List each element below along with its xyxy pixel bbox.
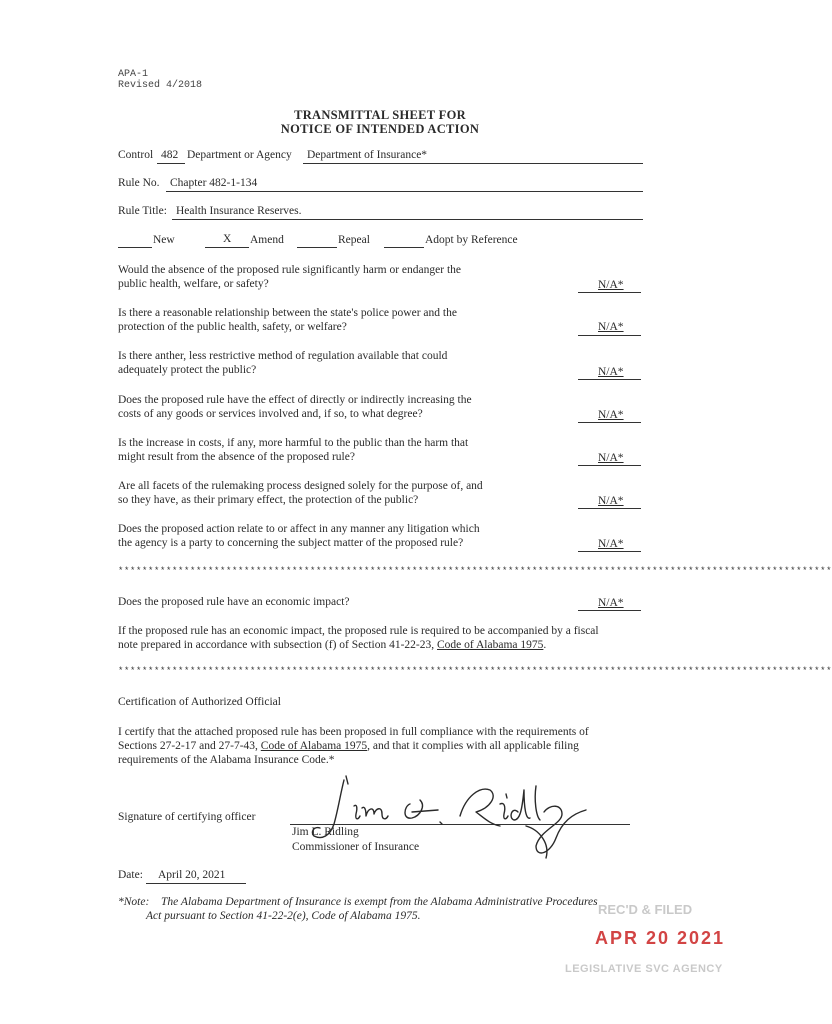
question-answer: N/A*	[598, 321, 624, 333]
question-text: adequately protect the public?	[118, 364, 257, 376]
control-label: Control	[118, 149, 154, 161]
title-line2: NOTICE OF INTENDED ACTION	[280, 122, 480, 136]
answer-line	[578, 335, 641, 336]
repeal-label: Repeal	[338, 234, 370, 246]
signature-label: Signature of certifying officer	[118, 811, 256, 823]
filed-stamp-label: REC'D & FILED	[598, 902, 693, 917]
question-text: public health, welfare, or safety?	[118, 278, 269, 290]
answer-line	[578, 551, 641, 552]
footnote-label: *Note:	[118, 896, 150, 908]
question-text: Is the increase in costs, if any, more harmful to the public than the harm that	[118, 437, 469, 449]
form-id: APA-1	[118, 69, 149, 80]
question-text: costs of any goods or services involved and, if so, to what degree?	[118, 408, 423, 420]
certification-line2	[118, 740, 579, 752]
title-line1: TRANSMITTAL SHEET FOR	[294, 108, 466, 122]
control-underline	[157, 163, 185, 164]
economic-answer: N/A*	[598, 597, 624, 609]
question-answer: N/A*	[598, 452, 624, 464]
fiscal-note-period: .	[543, 639, 547, 651]
amend-mark: X	[223, 233, 232, 245]
repeal-blank	[297, 247, 337, 248]
question-text: might result from the absence of the proposed rule?	[118, 451, 355, 463]
form-revised: Revised 4/2018	[118, 80, 203, 91]
question-text: Is there a reasonable relationship between the state's police power and the	[118, 307, 457, 319]
question-text: Is there anther, less restrictive method of regulation available that could	[118, 350, 448, 362]
economic-question: Does the proposed rule have an economic impact?	[118, 596, 350, 608]
certification-line1: I certify that the attached proposed rule has been proposed in full compliance with the requirements of	[118, 726, 589, 738]
new-blank	[118, 247, 152, 248]
date-label: Date:	[118, 869, 143, 881]
question-text: Would the absence of the proposed rule significantly harm or endanger the	[118, 264, 462, 276]
question-answer: N/A*	[598, 366, 624, 378]
department-label: Department or Agency	[187, 149, 292, 161]
question-answer: N/A*	[598, 538, 624, 550]
rule-no-underline	[166, 191, 643, 192]
adopt-label: Adopt by Reference	[425, 234, 518, 246]
answer-line	[578, 422, 641, 423]
star-divider: ***********************************************************************************************************************	[118, 666, 832, 676]
question-text: protection of the public health, safety, or welfare?	[118, 321, 347, 333]
certification-line3: requirements of the Alabama Insurance Code.*	[118, 754, 335, 766]
rule-title-underline	[172, 219, 643, 220]
filed-stamp-date: APR 20 2021	[595, 928, 726, 948]
footnote-line1: The Alabama Department of Insurance is exempt from the Alabama Administrative Procedures	[161, 896, 598, 908]
rule-title-value: Health Insurance Reserves.	[176, 205, 302, 217]
code-citation: Code of Alabama 1975	[260, 740, 368, 752]
question-answer: N/A*	[598, 495, 624, 507]
question-text: the agency is a party to concerning the subject matter of the proposed rule?	[118, 537, 464, 549]
amend-label: Amend	[250, 234, 284, 246]
question-text: so they have, as their primary effect, the protection of the public?	[118, 494, 419, 506]
answer-line	[578, 379, 641, 380]
answer-line	[578, 465, 641, 466]
certification-sections: Sections 27-2-17 and 27-7-43,	[118, 740, 258, 752]
filed-stamp-agency: LEGISLATIVE SVC AGENCY	[565, 963, 723, 975]
answer-line	[578, 292, 641, 293]
date-underline	[146, 883, 246, 884]
question-answer: N/A*	[598, 279, 624, 291]
certification-heading: Certification of Authorized Official	[118, 696, 281, 708]
question-text: Does the proposed action relate to or affect in any manner any litigation which	[118, 523, 480, 535]
control-value: 482	[161, 149, 179, 161]
signer-name: Jim L. Ridling	[292, 826, 359, 838]
footnote-line2: Act pursuant to Section 41-22-2(e), Code of Alabama 1975.	[146, 910, 421, 922]
rule-no-label: Rule No.	[118, 177, 160, 189]
amend-blank	[205, 247, 249, 248]
department-value: Department of Insurance*	[307, 149, 428, 161]
adopt-blank	[384, 247, 424, 248]
code-citation: Code of Alabama 1975	[437, 639, 544, 651]
answer-line	[578, 610, 641, 611]
star-divider: ***********************************************************************************************************************	[118, 566, 832, 576]
new-label: New	[153, 234, 175, 246]
fiscal-note-line2	[118, 639, 546, 651]
answer-line	[578, 508, 641, 509]
date-value: April 20, 2021	[158, 869, 226, 881]
fiscal-note-line1: If the proposed rule has an economic impact, the proposed rule is required to be accompanied by a fiscal	[118, 625, 599, 637]
rule-title-label: Rule Title:	[118, 205, 167, 217]
rule-no-value: Chapter 482-1-134	[170, 177, 258, 189]
question-answer: N/A*	[598, 409, 624, 421]
certification-text: , and that it complies with all applicable filing	[367, 740, 579, 752]
question-text: Does the proposed rule have the effect of directly or indirectly increasing the	[118, 394, 472, 406]
signer-title: Commissioner of Insurance	[292, 841, 420, 853]
fiscal-note-text: note prepared in accordance with subsection (f) of Section 41-22-23,	[118, 639, 435, 651]
question-text: Are all facets of the rulemaking process designed solely for the purpose of, and	[118, 480, 483, 492]
department-underline	[303, 163, 643, 164]
